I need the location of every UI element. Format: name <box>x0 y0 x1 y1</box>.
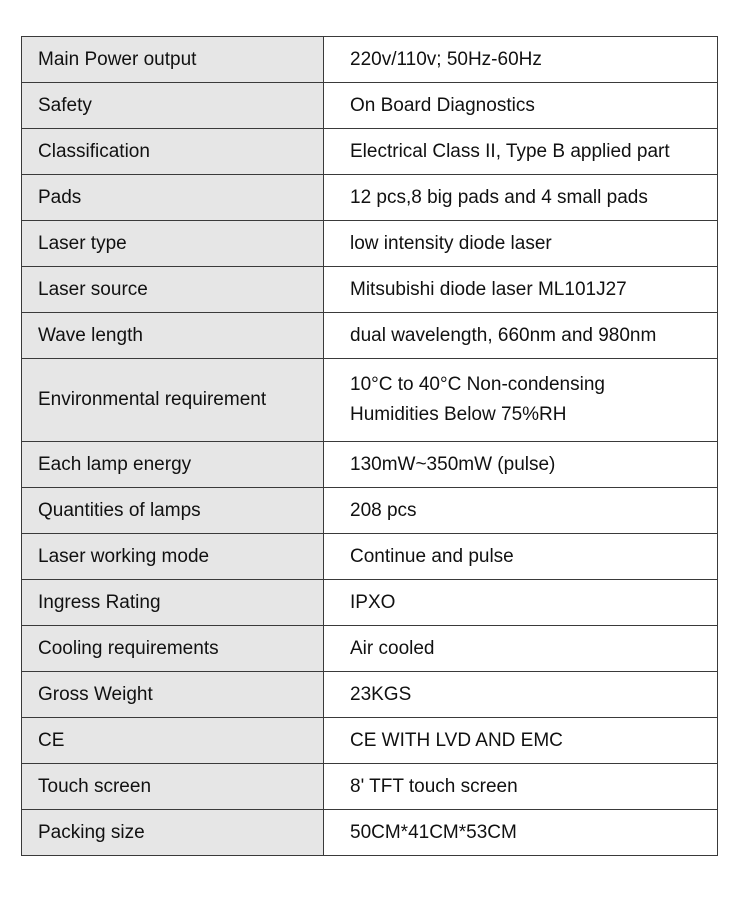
table-row <box>22 313 718 359</box>
spec-value: IPXO <box>324 580 718 626</box>
spec-label: Pads <box>22 175 324 221</box>
spec-label: Safety <box>22 83 324 129</box>
table-row <box>22 37 718 83</box>
table-row <box>22 672 718 718</box>
table-row <box>22 267 718 313</box>
table-row <box>22 810 718 856</box>
spec-value: 208 pcs <box>324 488 718 534</box>
table-row <box>22 764 718 810</box>
table-row <box>22 221 718 267</box>
spec-label: Quantities of lamps <box>22 488 324 534</box>
spec-value: CE WITH LVD AND EMC <box>324 718 718 764</box>
table-row <box>22 175 718 221</box>
spec-label: Laser source <box>22 267 324 313</box>
spec-value: 50CM*41CM*53CM <box>324 810 718 856</box>
spec-value-line: Humidities Below 75%RH <box>350 404 567 425</box>
table-row <box>22 442 718 488</box>
spec-value: Continue and pulse <box>324 534 718 580</box>
spec-label: Environmental requirement <box>22 359 324 442</box>
spec-value <box>324 359 718 442</box>
table-row <box>22 359 718 442</box>
spec-value: 12 pcs,8 big pads and 4 small pads <box>324 175 718 221</box>
spec-label: Packing size <box>22 810 324 856</box>
table-row <box>22 534 718 580</box>
spec-value: 130mW~350mW (pulse) <box>324 442 718 488</box>
table-row <box>22 83 718 129</box>
spec-label: Ingress Rating <box>22 580 324 626</box>
spec-label: Classification <box>22 129 324 175</box>
spec-label: Each lamp energy <box>22 442 324 488</box>
spec-value: low intensity diode laser <box>324 221 718 267</box>
spec-value: Mitsubishi diode laser ML101J27 <box>324 267 718 313</box>
spec-value: Electrical Class II, Type B applied part <box>324 129 718 175</box>
spec-label: Touch screen <box>22 764 324 810</box>
table-row <box>22 129 718 175</box>
spec-label: Main Power output <box>22 37 324 83</box>
table-row <box>22 718 718 764</box>
spec-label: CE <box>22 718 324 764</box>
spec-value: 8' TFT touch screen <box>324 764 718 810</box>
spec-value: Air cooled <box>324 626 718 672</box>
spec-value: dual wavelength, 660nm and 980nm <box>324 313 718 359</box>
spec-value: On Board Diagnostics <box>324 83 718 129</box>
specifications-table <box>21 36 718 856</box>
spec-value: 23KGS <box>324 672 718 718</box>
spec-label: Gross Weight <box>22 672 324 718</box>
table-row <box>22 626 718 672</box>
spec-label: Laser working mode <box>22 534 324 580</box>
spec-label: Laser type <box>22 221 324 267</box>
spec-label: Cooling requirements <box>22 626 324 672</box>
spec-label: Wave length <box>22 313 324 359</box>
spec-value: 220v/110v; 50Hz-60Hz <box>324 37 718 83</box>
table-row <box>22 580 718 626</box>
spec-value-line: 10°C to 40°C Non-condensing <box>350 374 605 395</box>
table-row <box>22 488 718 534</box>
